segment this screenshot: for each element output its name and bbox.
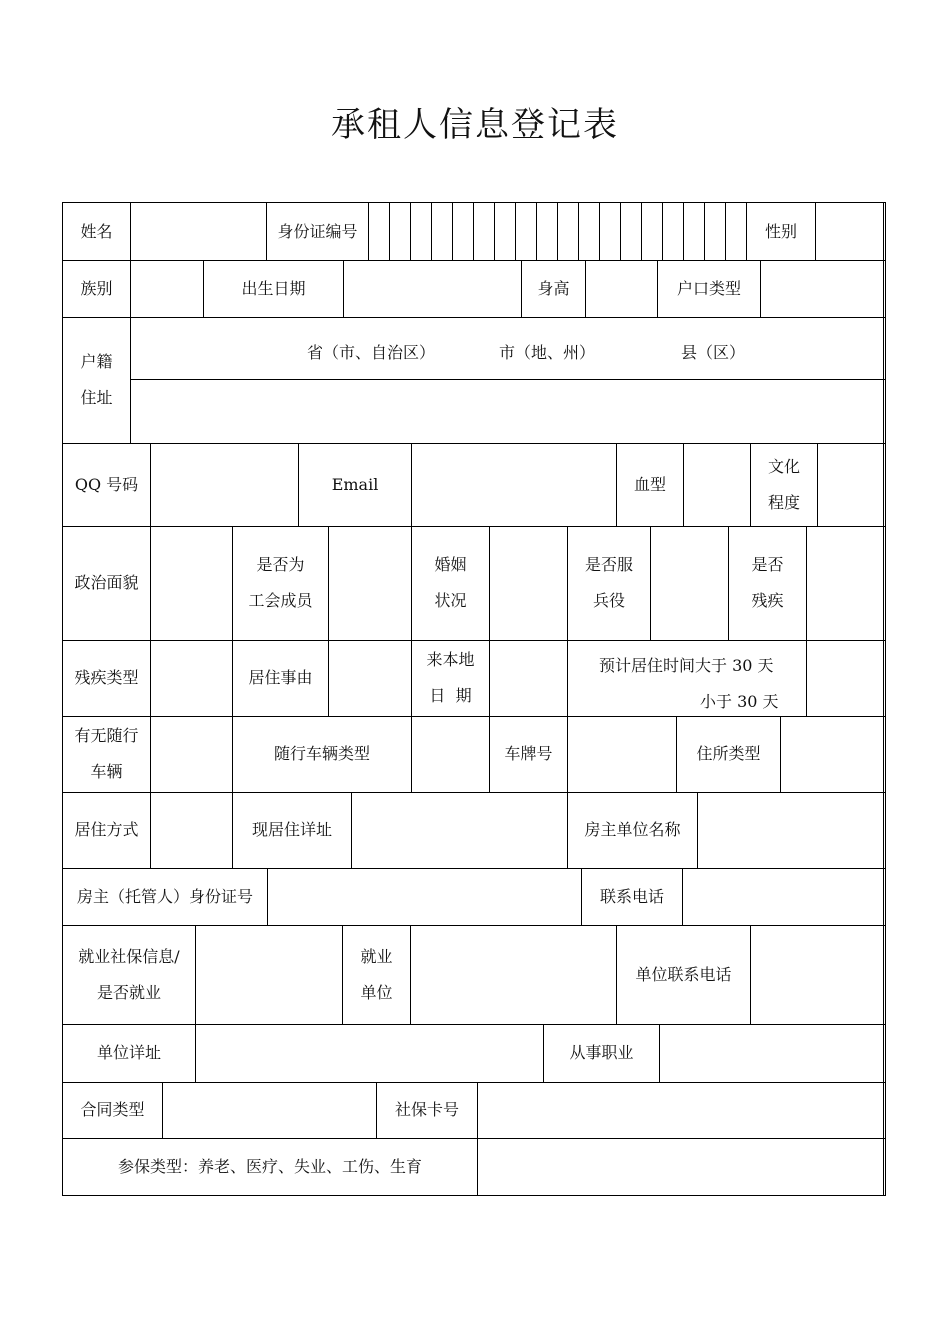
- label-county: 县（区）: [681, 343, 746, 362]
- value-name[interactable]: [131, 203, 267, 260]
- row-residence: [63, 640, 885, 717]
- label-social-card: 社保卡号: [377, 1082, 478, 1138]
- value-arrival-date[interactable]: [490, 640, 568, 716]
- label-education: [751, 443, 818, 526]
- label-union-member-line1: 是否为: [256, 555, 305, 574]
- label-disabled: [729, 526, 807, 640]
- label-city: 市（地、州）: [499, 343, 596, 362]
- value-employer-phone[interactable]: [751, 925, 885, 1024]
- label-education-line1: 文化: [767, 456, 800, 476]
- value-gender[interactable]: [816, 203, 885, 260]
- label-housing-type: 住所类型: [677, 716, 781, 792]
- value-landlord-id[interactable]: [268, 868, 582, 925]
- value-employer[interactable]: [411, 925, 617, 1024]
- label-stay-over-30: 预计居住时间大于 30 天: [599, 656, 774, 675]
- label-contact-phone: 联系电话: [582, 868, 683, 925]
- row-employment: [63, 925, 885, 1025]
- label-contract-type: 合同类型: [63, 1082, 163, 1138]
- label-id-number: 身份证编号: [267, 203, 369, 260]
- row-name-id: [63, 203, 885, 261]
- label-height: 身高: [522, 260, 586, 317]
- label-arrival-date-line1: 来本地: [426, 650, 475, 669]
- label-employer-line1: 就业: [360, 946, 393, 966]
- label-email: Email: [299, 443, 412, 526]
- value-birth-date[interactable]: [344, 260, 522, 317]
- value-contract-type[interactable]: [163, 1082, 377, 1138]
- row-landlord: [63, 868, 885, 926]
- value-stay-length[interactable]: [807, 640, 885, 716]
- label-current-address: 现居住详址: [233, 792, 352, 868]
- value-ethnicity[interactable]: [131, 260, 204, 317]
- value-insurance-types[interactable]: [478, 1138, 885, 1195]
- label-stay-under-30: 小于 30 天: [700, 692, 779, 711]
- value-employment[interactable]: [196, 925, 343, 1024]
- label-ethnicity: 族别: [63, 260, 131, 317]
- label-stay-length: [568, 640, 807, 716]
- label-military-line1: 是否服: [584, 555, 633, 574]
- value-military[interactable]: [651, 526, 729, 640]
- label-blood-type: 血型: [617, 443, 684, 526]
- label-hukou-type: 户口类型: [658, 260, 761, 317]
- label-disabled-line2: 残疾: [751, 591, 784, 610]
- label-residence-reason: 居住事由: [233, 640, 329, 716]
- label-hukou-address: [63, 317, 131, 443]
- label-vehicle-type: 随行车辆类型: [233, 716, 412, 792]
- label-military-line2: 兵役: [592, 591, 625, 610]
- label-gender: 性别: [747, 203, 816, 260]
- value-vehicle-type[interactable]: [412, 716, 490, 792]
- label-employer-line2: 单位: [360, 982, 393, 1002]
- value-contact-phone[interactable]: [683, 868, 885, 925]
- label-employer-phone: 单位联系电话: [617, 925, 751, 1024]
- label-marital: [412, 526, 490, 640]
- label-political-status: 政治面貌: [63, 526, 151, 640]
- value-disabled[interactable]: [807, 526, 885, 640]
- value-landlord-unit[interactable]: [698, 792, 885, 868]
- label-vehicle-line1: 有无随行: [74, 726, 139, 745]
- label-vehicle-line2: 车辆: [90, 762, 123, 781]
- value-marital[interactable]: [490, 526, 568, 640]
- label-vehicle: [63, 716, 151, 792]
- label-education-line2: 程度: [767, 492, 800, 512]
- value-address-detail[interactable]: [131, 380, 885, 443]
- label-disabled-line1: 是否: [751, 555, 784, 574]
- row-hukou-address: [63, 317, 885, 444]
- value-political-status[interactable]: [151, 526, 233, 640]
- label-union-member: [233, 526, 329, 640]
- label-hukou-address-line2: 住址: [80, 388, 113, 407]
- value-plate-number[interactable]: [568, 716, 677, 792]
- label-occupation: 从事职业: [544, 1024, 660, 1082]
- label-arrival-date-line2: 日 期: [429, 686, 472, 705]
- label-living-mode: 居住方式: [63, 792, 151, 868]
- value-email[interactable]: [412, 443, 617, 526]
- label-disability-type: 残疾类型: [63, 640, 151, 716]
- label-birth-date: 出生日期: [204, 260, 344, 317]
- row-contract: [63, 1082, 885, 1139]
- value-current-address[interactable]: [352, 792, 568, 868]
- label-landlord-id: 房主（托管人）身份证号: [63, 868, 268, 925]
- label-employment-line1: 就业社保信息/: [78, 946, 180, 966]
- value-height[interactable]: [586, 260, 658, 317]
- label-hukou-address-line1: 户籍: [80, 352, 113, 371]
- value-hukou-type[interactable]: [761, 260, 885, 317]
- value-address-region[interactable]: [131, 317, 885, 379]
- value-employer-address[interactable]: [196, 1024, 544, 1082]
- label-qq: QQ 号码: [63, 443, 151, 526]
- value-residence-reason[interactable]: [329, 640, 412, 716]
- value-housing-type[interactable]: [781, 716, 885, 792]
- label-military: [568, 526, 651, 640]
- label-insurance-types: 参保类型：养老、医疗、失业、工伤、生育: [63, 1138, 478, 1195]
- value-living-mode[interactable]: [151, 792, 233, 868]
- row-ethnicity-birth: [63, 260, 885, 318]
- value-occupation[interactable]: [660, 1024, 885, 1082]
- value-vehicle[interactable]: [151, 716, 233, 792]
- label-employment: [63, 925, 196, 1024]
- registration-form: [62, 202, 886, 1196]
- row-insurance: [63, 1138, 885, 1195]
- label-name: 姓名: [63, 203, 131, 260]
- value-union-member[interactable]: [329, 526, 412, 640]
- page-title: 承租人信息登记表: [331, 105, 619, 145]
- label-landlord-unit: 房主单位名称: [568, 792, 698, 868]
- value-id-number-digits[interactable]: [369, 203, 747, 260]
- label-province: 省（市、自治区）: [307, 343, 436, 362]
- row-status: [63, 526, 885, 641]
- value-disability-type[interactable]: [151, 640, 233, 716]
- label-plate-number: 车牌号: [490, 716, 568, 792]
- row-contact: [63, 443, 885, 527]
- row-vehicle: [63, 716, 885, 793]
- label-employment-line2: 是否就业: [96, 982, 161, 1002]
- value-education[interactable]: [818, 443, 885, 526]
- row-living: [63, 792, 885, 869]
- label-arrival-date: [412, 640, 490, 716]
- label-employer-address: 单位详址: [63, 1024, 196, 1082]
- label-union-member-line2: 工会成员: [248, 591, 313, 610]
- label-marital-line2: 状况: [434, 591, 467, 610]
- value-social-card[interactable]: [478, 1082, 885, 1138]
- row-employer-address: [63, 1024, 885, 1083]
- value-blood-type[interactable]: [684, 443, 751, 526]
- value-qq[interactable]: [151, 443, 299, 526]
- label-employer: [343, 925, 411, 1024]
- label-marital-line1: 婚姻: [434, 555, 467, 574]
